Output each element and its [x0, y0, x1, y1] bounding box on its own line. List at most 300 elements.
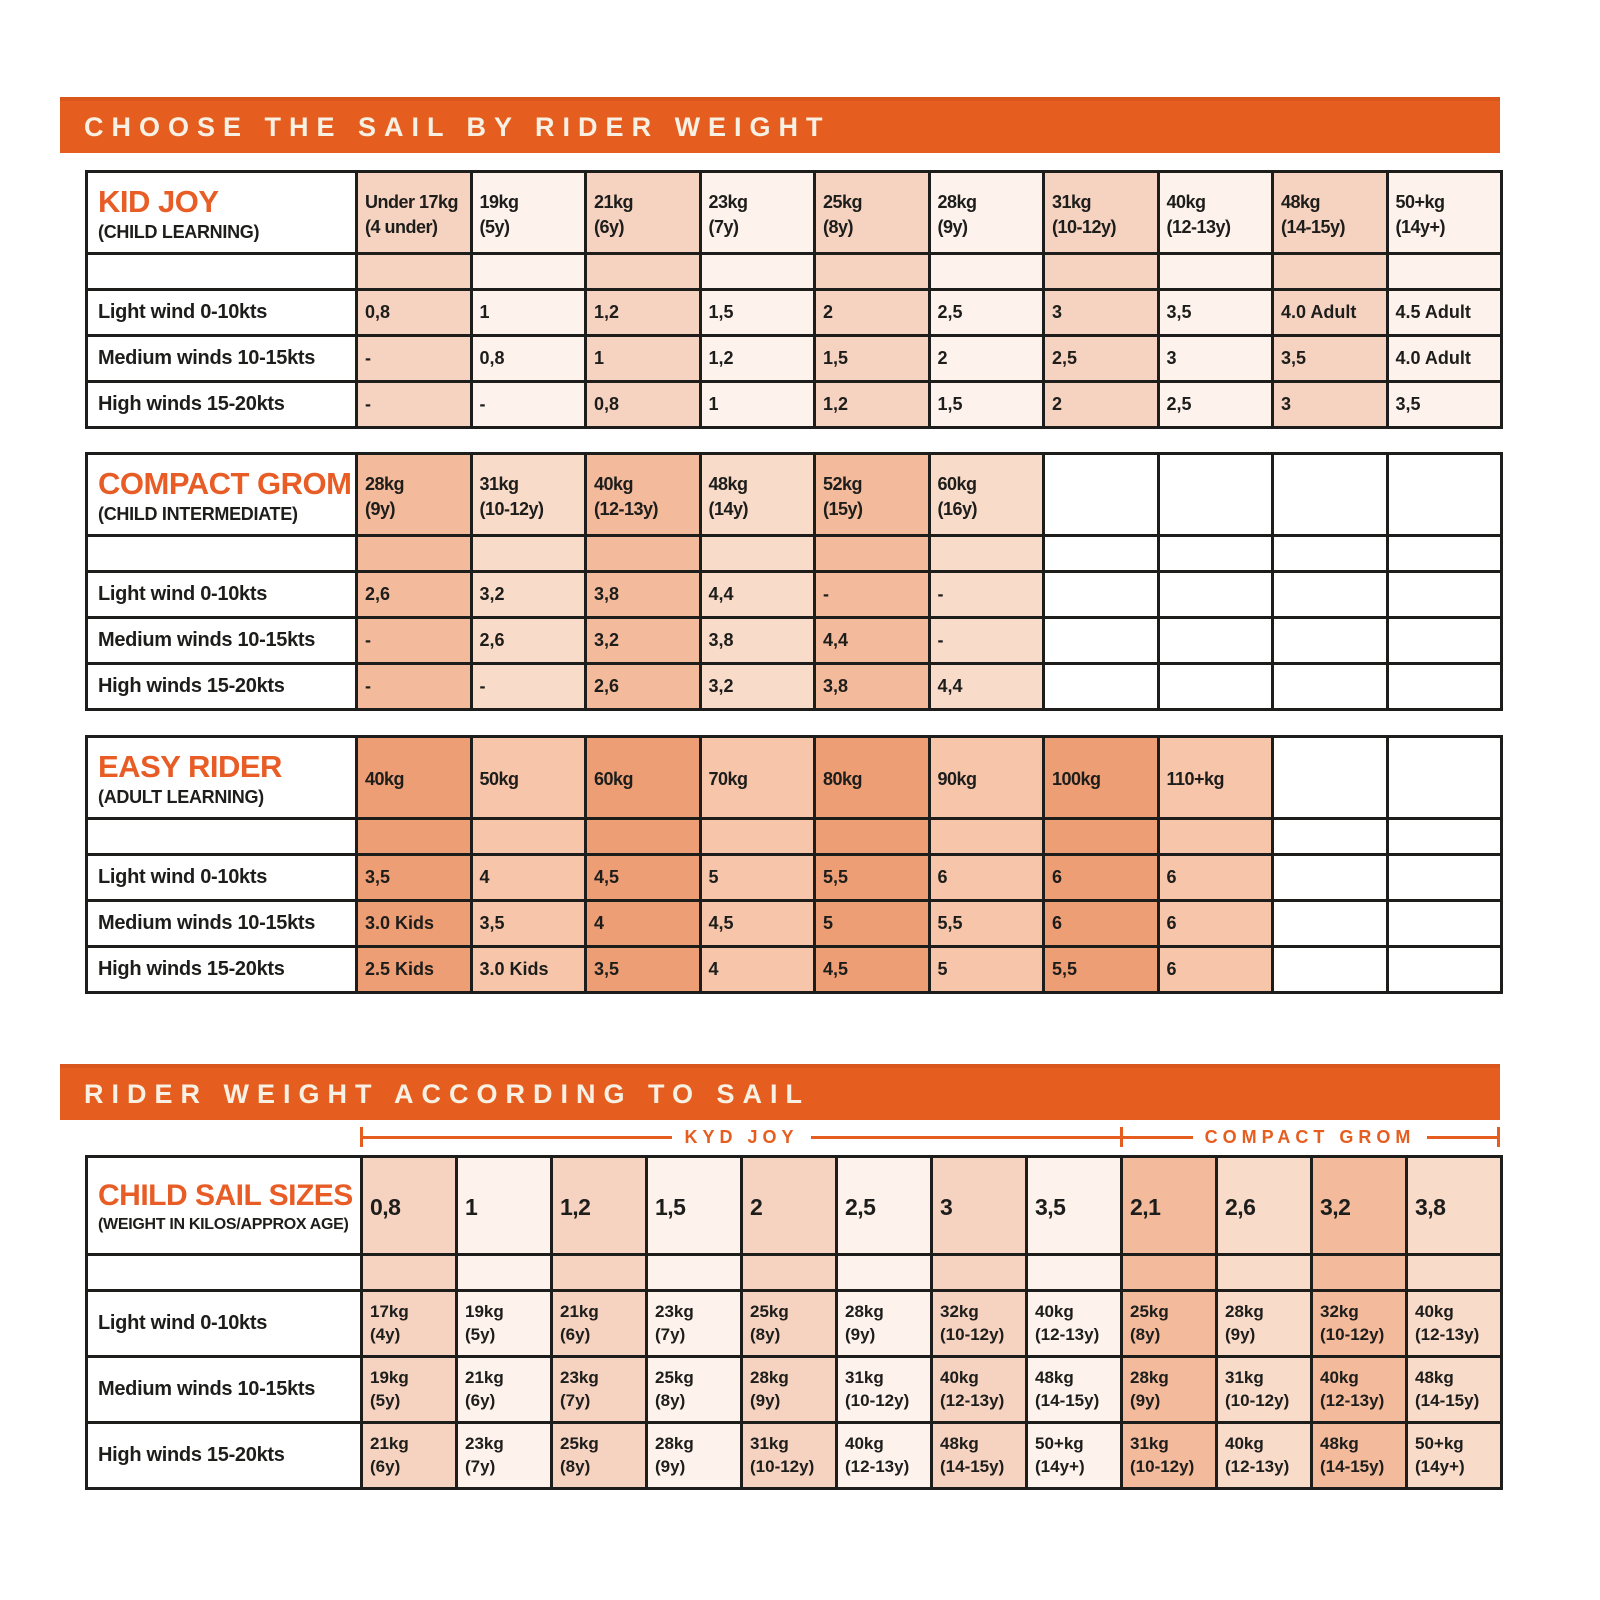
cell-text-line: 28kg: [365, 474, 405, 495]
cell-text-line: 40kg: [940, 1368, 979, 1388]
cell-text-line: 3: [1281, 393, 1292, 414]
cell-text-line: 25kg: [823, 192, 863, 213]
value-cell: [586, 855, 701, 901]
cell-text-line: -: [937, 629, 944, 650]
cell-text-line: 2,6: [479, 629, 505, 650]
cell-text-line: (14-15y): [1415, 1390, 1480, 1410]
spacer-cell: [1122, 1255, 1217, 1291]
value-cell: [1387, 572, 1502, 618]
cell-text-line: 4,4: [708, 583, 734, 604]
kid-joy-table: [85, 170, 1503, 429]
value-cell: [471, 901, 586, 947]
cell-text-line: (14-15y): [1281, 216, 1346, 237]
column-header-cell: [1158, 737, 1273, 819]
cell-text-line: (14y+): [1415, 1456, 1465, 1476]
value-cell: [815, 947, 930, 993]
column-header-cell: [1387, 454, 1502, 536]
column-header-cell: [1273, 172, 1388, 254]
cell-text-line: 48kg: [1320, 1434, 1359, 1454]
row-label: Medium winds 10-15kts: [87, 618, 357, 664]
spacer-cell: [357, 819, 472, 855]
cell-text-line: 21kg: [465, 1368, 504, 1388]
value-cell: [457, 1291, 552, 1357]
cell-text-line: 40kg: [594, 474, 634, 495]
value-cell: [700, 855, 815, 901]
cell-text-line: 3,8: [823, 675, 849, 696]
value-cell: [700, 290, 815, 336]
cell-text-line: 3,8: [708, 629, 734, 650]
cell-text-line: 28kg: [937, 192, 977, 213]
cell-text-line: 70kg: [708, 769, 748, 790]
cell-text-line: 3,5: [365, 866, 391, 887]
choose-sail-banner: [60, 97, 1500, 153]
cell-text-line: 110+kg: [1166, 769, 1225, 790]
spacer-cell: [815, 254, 930, 290]
column-header-cell: [1158, 172, 1273, 254]
cell-text-line: 1,5: [823, 347, 849, 368]
cell-text-line: 1,2: [560, 1193, 591, 1220]
table-subtitle: (CHILD INTERMEDIATE): [98, 504, 298, 525]
bracket-tick: [1497, 1127, 1500, 1147]
cell-text-line: (7y): [560, 1390, 591, 1410]
cell-text-line: 4.0 Adult: [1395, 347, 1471, 368]
spacer-cell: [742, 1255, 837, 1291]
column-header-cell: [552, 1157, 647, 1255]
spacer-cell: [700, 819, 815, 855]
cell-text-line: (12-13y): [594, 498, 659, 519]
cell-text-line: (7y): [465, 1456, 496, 1476]
value-cell: [1312, 1423, 1407, 1489]
column-header-cell: [1027, 1157, 1122, 1255]
cell-text-line: 1: [708, 393, 719, 414]
value-cell: [929, 618, 1044, 664]
value-cell: [1027, 1291, 1122, 1357]
cell-text-line: (9y): [365, 498, 396, 519]
value-cell: [1122, 1291, 1217, 1357]
cell-text-line: 28kg: [1225, 1302, 1264, 1322]
value-cell: [471, 382, 586, 428]
value-cell: [1027, 1357, 1122, 1423]
cell-text-line: (12-13y): [1166, 216, 1231, 237]
value-cell: [586, 901, 701, 947]
value-cell: [1312, 1291, 1407, 1357]
cell-text-line: (9y): [937, 216, 968, 237]
cell-text-line: (14y): [708, 498, 749, 519]
column-header-cell: [1407, 1157, 1502, 1255]
table-title: COMPACT GROM: [98, 465, 352, 501]
cell-text-line: 31kg: [1130, 1434, 1169, 1454]
cell-text-line: -: [479, 393, 486, 414]
cell-text-line: 5,5: [937, 912, 963, 933]
cell-text-line: 3: [1166, 347, 1177, 368]
cell-text-line: -: [937, 583, 944, 604]
cell-text-line: 3: [1052, 301, 1063, 322]
cell-text-line: (12-13y): [1320, 1390, 1385, 1410]
value-cell: [1027, 1423, 1122, 1489]
column-header-cell: [1273, 737, 1388, 819]
bracket-line: [811, 1136, 1120, 1139]
value-cell: [357, 855, 472, 901]
table-subtitle: (WEIGHT IN KILOS/APPROX AGE): [98, 1216, 349, 1234]
spacer-cell: [700, 536, 815, 572]
cell-text-line: 100kg: [1052, 769, 1101, 790]
cell-text-line: (10-12y): [1320, 1324, 1385, 1344]
value-cell: [552, 1423, 647, 1489]
value-cell: [552, 1357, 647, 1423]
spacer-cell: [815, 536, 930, 572]
value-cell: [1217, 1423, 1312, 1489]
cell-text-line: (6y): [370, 1456, 401, 1476]
cell-text-line: 2,6: [365, 583, 391, 604]
value-cell: [837, 1423, 932, 1489]
cell-text-line: (10-12y): [1052, 216, 1117, 237]
cell-text-line: 25kg: [655, 1368, 694, 1388]
value-cell: [1217, 1291, 1312, 1357]
column-header-cell: [1158, 454, 1273, 536]
cell-text-line: 40kg: [845, 1434, 884, 1454]
cell-text-line: 3: [940, 1193, 953, 1220]
value-cell: [586, 290, 701, 336]
spacer-cell: [1387, 819, 1502, 855]
value-cell: [1407, 1423, 1502, 1489]
cell-text-line: 48kg: [708, 474, 748, 495]
cell-text-line: 2: [937, 347, 948, 368]
column-header-cell: [929, 172, 1044, 254]
spacer-cell: [1158, 819, 1273, 855]
value-cell: [1158, 947, 1273, 993]
column-header-cell: [929, 454, 1044, 536]
cell-text-line: 25kg: [1130, 1302, 1169, 1322]
value-cell: [1158, 618, 1273, 664]
spacer-cell: [929, 254, 1044, 290]
value-cell: [1387, 618, 1502, 664]
value-cell: [1312, 1357, 1407, 1423]
value-cell: [357, 618, 472, 664]
cell-text-line: 31kg: [1225, 1368, 1264, 1388]
column-header-cell: [1387, 737, 1502, 819]
cell-text-line: 3.0 Kids: [365, 912, 435, 933]
value-cell: [932, 1423, 1027, 1489]
cell-text-line: 40kg: [1415, 1302, 1454, 1322]
cell-text-line: 3,5: [594, 958, 620, 979]
cell-text-line: 2,5: [1052, 347, 1078, 368]
value-cell: [1122, 1357, 1217, 1423]
cell-text-line: 32kg: [1320, 1302, 1359, 1322]
value-cell: [362, 1357, 457, 1423]
cell-text-line: (10-12y): [1225, 1390, 1290, 1410]
cell-text-line: 1,2: [823, 393, 849, 414]
value-cell: [929, 572, 1044, 618]
value-cell: [700, 572, 815, 618]
column-header-cell: [700, 454, 815, 536]
value-cell: [457, 1423, 552, 1489]
cell-text-line: 31kg: [479, 474, 519, 495]
cell-text-line: 0,8: [370, 1193, 401, 1220]
cell-text-line: 4,5: [823, 958, 849, 979]
spacer-cell: [1273, 819, 1388, 855]
cell-text-line: 31kg: [750, 1434, 789, 1454]
table-title: EASY RIDER: [98, 748, 282, 784]
value-cell: [700, 664, 815, 710]
value-cell: [1273, 572, 1388, 618]
cell-text-line: 19kg: [465, 1302, 504, 1322]
cell-text-line: (12-13y): [845, 1456, 910, 1476]
row-label: High winds 15-20kts: [87, 664, 357, 710]
spacer-cell: [1387, 536, 1502, 572]
cell-text-line: 28kg: [845, 1302, 884, 1322]
value-cell: [837, 1291, 932, 1357]
value-cell: [471, 855, 586, 901]
value-cell: [742, 1357, 837, 1423]
value-cell: [1044, 336, 1159, 382]
value-cell: [815, 664, 930, 710]
cell-text-line: (9y): [1130, 1390, 1161, 1410]
cell-text-line: 3,2: [479, 583, 505, 604]
cell-text-line: 48kg: [1281, 192, 1321, 213]
cell-text-line: 4: [479, 866, 490, 887]
value-cell: [1387, 382, 1502, 428]
cell-text-line: 4.5 Adult: [1395, 301, 1471, 322]
cell-text-line: 48kg: [1035, 1368, 1074, 1388]
cell-text-line: 2,6: [1225, 1193, 1256, 1220]
cell-text-line: (10-12y): [1130, 1456, 1195, 1476]
spacer-cell: [1407, 1255, 1502, 1291]
row-label: Light wind 0-10kts: [87, 1291, 362, 1357]
value-cell: [700, 901, 815, 947]
cell-text-line: 40kg: [365, 769, 405, 790]
value-cell: [815, 572, 930, 618]
cell-text-line: (6y): [465, 1390, 496, 1410]
value-cell: [700, 618, 815, 664]
cell-text-line: 19kg: [370, 1368, 409, 1388]
rider-weight-banner-title: RIDER WEIGHT ACCORDING TO SAIL: [84, 1078, 810, 1109]
cell-text-line: 60kg: [937, 474, 977, 495]
value-cell: [1158, 855, 1273, 901]
column-header-cell: [1044, 737, 1159, 819]
spacer-cell: [1387, 254, 1502, 290]
table-title: KID JOY: [98, 183, 219, 219]
spacer-cell: [457, 1255, 552, 1291]
cell-text-line: (4y): [370, 1324, 401, 1344]
value-cell: [362, 1423, 457, 1489]
value-cell: [1273, 618, 1388, 664]
cell-text-line: 1,5: [937, 393, 963, 414]
cell-text-line: 5,5: [1052, 958, 1078, 979]
cell-text-line: (14-15y): [1320, 1456, 1385, 1476]
cell-text-line: 60kg: [594, 769, 634, 790]
row-label: Medium winds 10-15kts: [87, 901, 357, 947]
spacer-cell: [471, 536, 586, 572]
bracket-kyd-joy: [360, 1124, 1120, 1150]
cell-text-line: 3,5: [1281, 347, 1307, 368]
value-cell: [357, 290, 472, 336]
column-header-cell: [815, 454, 930, 536]
column-header-cell: [362, 1157, 457, 1255]
cell-text-line: 6: [1166, 958, 1177, 979]
cell-text-line: 3,5: [1035, 1193, 1066, 1220]
cell-text-line: 25kg: [750, 1302, 789, 1322]
bracket-label-compact-grom: COMPACT GROM: [1204, 1126, 1416, 1147]
cell-text-line: 6: [1052, 912, 1063, 933]
column-header-cell: [700, 737, 815, 819]
row-label: High winds 15-20kts: [87, 947, 357, 993]
spacer-cell: [1273, 536, 1388, 572]
value-cell: [1407, 1357, 1502, 1423]
cell-text-line: 2,1: [1130, 1193, 1161, 1220]
value-cell: [1158, 572, 1273, 618]
column-header-cell: [1273, 454, 1388, 536]
column-header-cell: [357, 737, 472, 819]
value-cell: [742, 1291, 837, 1357]
value-cell: [1273, 855, 1388, 901]
cell-text-line: 6: [937, 866, 948, 887]
cell-text-line: 1,5: [708, 301, 734, 322]
value-cell: [815, 855, 930, 901]
cell-text-line: 40kg: [1225, 1434, 1264, 1454]
value-cell: [1273, 947, 1388, 993]
spacer-cell: [932, 1255, 1027, 1291]
cell-text-line: 1: [594, 347, 605, 368]
spacer-cell: [1027, 1255, 1122, 1291]
value-cell: [929, 947, 1044, 993]
row-label: Medium winds 10-15kts: [87, 1357, 362, 1423]
sail-group-bracket: [360, 1124, 1500, 1150]
value-cell: [1044, 947, 1159, 993]
cell-text-line: 3.0 Kids: [479, 958, 549, 979]
value-cell: [932, 1291, 1027, 1357]
cell-text-line: 2,5: [937, 301, 963, 322]
value-cell: [471, 336, 586, 382]
column-header-cell: [471, 172, 586, 254]
spacer-cell: [552, 1255, 647, 1291]
cell-text-line: 2: [1052, 393, 1063, 414]
value-cell: [1158, 901, 1273, 947]
column-header-cell: [837, 1157, 932, 1255]
value-cell: [647, 1423, 742, 1489]
cell-text-line: (9y): [845, 1324, 876, 1344]
value-cell: [357, 901, 472, 947]
cell-text-line: 90kg: [937, 769, 977, 790]
value-cell: [1158, 336, 1273, 382]
cell-text-line: 4: [594, 912, 605, 933]
spacer-cell: [700, 254, 815, 290]
cell-text-line: (14y+): [1035, 1456, 1085, 1476]
row-label: Light wind 0-10kts: [87, 855, 357, 901]
column-header-cell: [1122, 1157, 1217, 1255]
spacer-cell: [357, 254, 472, 290]
cell-text-line: 1: [479, 301, 490, 322]
spacer-cell: [837, 1255, 932, 1291]
value-cell: [1407, 1291, 1502, 1357]
value-cell: [1273, 901, 1388, 947]
cell-text-line: (9y): [750, 1390, 781, 1410]
table-title-cell: [87, 737, 357, 819]
column-header-cell: [357, 172, 472, 254]
value-cell: [700, 947, 815, 993]
column-header-cell: [586, 737, 701, 819]
cell-text-line: 4: [708, 958, 719, 979]
value-cell: [1217, 1357, 1312, 1423]
cell-text-line: (15y): [823, 498, 863, 519]
choose-sail-banner-title: CHOOSE THE SAIL BY RIDER WEIGHT: [84, 111, 831, 142]
compact-grom-table: [85, 452, 1503, 711]
spacer-cell: [1044, 254, 1159, 290]
column-header-cell: [932, 1157, 1027, 1255]
spacer-cell: [586, 254, 701, 290]
column-header-cell: [357, 454, 472, 536]
value-cell: [1044, 290, 1159, 336]
cell-text-line: 21kg: [370, 1434, 409, 1454]
value-cell: [471, 290, 586, 336]
cell-text-line: 21kg: [594, 192, 634, 213]
value-cell: [586, 947, 701, 993]
spacer-cell: [1044, 819, 1159, 855]
cell-text-line: 4,5: [708, 912, 734, 933]
cell-text-line: 17kg: [370, 1302, 409, 1322]
cell-text-line: 2.5 Kids: [365, 958, 435, 979]
cell-text-line: (14-15y): [940, 1456, 1005, 1476]
cell-text-line: 23kg: [708, 192, 748, 213]
value-cell: [357, 572, 472, 618]
table-subtitle: (CHILD LEARNING): [98, 222, 260, 243]
value-cell: [457, 1357, 552, 1423]
cell-text-line: 4,4: [937, 675, 963, 696]
value-cell: [929, 382, 1044, 428]
column-header-cell: [815, 172, 930, 254]
cell-text-line: (8y): [655, 1390, 686, 1410]
cell-text-line: 5: [708, 866, 719, 887]
spacer-label-cell: [87, 536, 357, 572]
value-cell: [1158, 664, 1273, 710]
cell-text-line: (9y): [655, 1456, 686, 1476]
cell-text-line: 40kg: [1166, 192, 1206, 213]
cell-text-line: (10-12y): [940, 1324, 1005, 1344]
value-cell: [1044, 901, 1159, 947]
cell-text-line: 23kg: [655, 1302, 694, 1322]
cell-text-line: 1,5: [655, 1193, 686, 1220]
value-cell: [700, 382, 815, 428]
cell-text-line: Under 17kg: [365, 192, 459, 213]
value-cell: [586, 382, 701, 428]
value-cell: [815, 618, 930, 664]
cell-text-line: 4.0 Adult: [1281, 301, 1357, 322]
value-cell: [815, 382, 930, 428]
value-cell: [1158, 382, 1273, 428]
table-title-cell: [87, 454, 357, 536]
cell-text-line: -: [365, 629, 371, 650]
cell-text-line: 6: [1166, 866, 1177, 887]
cell-text-line: (6y): [560, 1324, 591, 1344]
table-title-cell: [87, 172, 357, 254]
value-cell: [929, 336, 1044, 382]
cell-text-line: 25kg: [560, 1434, 599, 1454]
spacer-cell: [357, 536, 472, 572]
value-cell: [815, 336, 930, 382]
cell-text-line: 32kg: [940, 1302, 979, 1322]
cell-text-line: 6: [1052, 866, 1063, 887]
easy-rider-table: [85, 735, 1503, 994]
column-header-cell: [1044, 172, 1159, 254]
cell-text-line: 80kg: [823, 769, 863, 790]
value-cell: [1044, 572, 1159, 618]
value-cell: [929, 901, 1044, 947]
bracket-compact-grom: [1120, 1124, 1500, 1150]
cell-text-line: -: [479, 675, 486, 696]
value-cell: [1273, 664, 1388, 710]
value-cell: [471, 572, 586, 618]
cell-text-line: -: [365, 347, 371, 368]
column-header-cell: [471, 737, 586, 819]
